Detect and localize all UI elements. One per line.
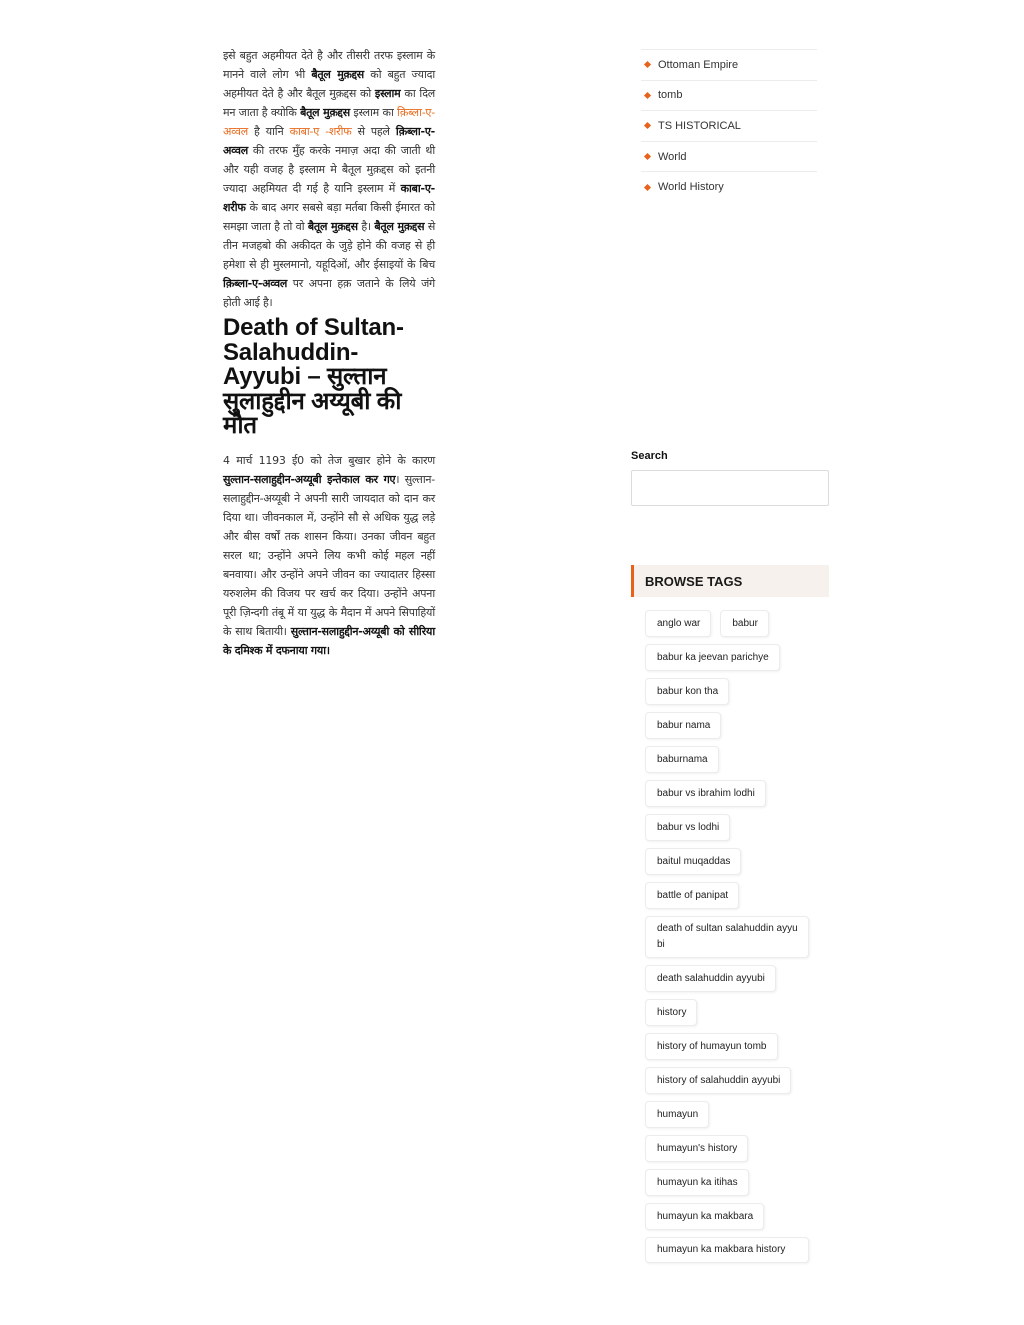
tag-link[interactable]: history of salahuddin ayyubi [645, 1067, 791, 1094]
tag-link[interactable]: history of humayun tomb [645, 1033, 778, 1060]
search-label: Search [631, 450, 668, 462]
tag-link[interactable]: humayun ka makbara history [645, 1237, 809, 1263]
tag-link[interactable]: death salahuddin ayyubi [645, 965, 776, 992]
tag-link[interactable]: anglo war [645, 610, 711, 637]
category-label: Ottoman Empire [658, 58, 739, 71]
tag-link[interactable]: death of sultan salahuddin ayyubi [645, 916, 809, 958]
paragraph-text: से पहले [351, 125, 396, 138]
article-paragraph [223, 451, 435, 660]
paragraph-text: की तरफ मुँह करके नमाज़ अदा की जाती थी और यही वजह है इस्लाम मे बैतूल मुक़द्दस को इतनी ज्यादा अहमियत दी गई है यानि इस्लाम में [223, 144, 435, 195]
tag-link[interactable]: humayun's history [645, 1135, 748, 1162]
section-heading: Death of Sultan-Salahuddin-Ayyubi – सुल्तान सुलाहुद्दीन अय्यूबी की मौत [223, 314, 404, 439]
bold-text: सुल्तान-सलाहुद्दीन-अय्यूबी इन्तेकाल कर गए [223, 472, 396, 486]
paragraph-text: । सुल्तान-सलाहुद्दीन-अय्यूबी ने अपनी सारी जायदात को दान कर दिया था। जीवनकाल में, उन्होंने सौ से अधिक युद्ध लड़े और बीस वर्षों तक शासन किया। उनका जीवन बहुत सरल था; उन्होंने अपने लिय कभी कोई महल नहीं बनवाया। और उन्होंने अपने जीवन का ज्यादातर हिस्सा यरुशलेम की विजय पर खर्च कर दिया। उन्होंने अपना पूरी ज़िन्दगी तंबू में या युद्ध के मैदान में अपने सिपाहियों के साथ बितायी। [223, 472, 435, 638]
tag-link[interactable]: babur nama [645, 712, 721, 739]
article-content [223, 46, 435, 660]
bold-text: बैतूल मुक़द्दस [374, 220, 425, 233]
bold-text: बैतूल मुक़द्दस [311, 68, 364, 81]
category-list [641, 49, 817, 202]
article-paragraph [223, 46, 435, 312]
paragraph-text: से तीन मजहबो की अकीदत के जुड़े होने की वजह से ही हमेशा से ही मुस्लमानो, यहूदिओं, और ईसाइयों के बिच [223, 220, 436, 271]
tag-link[interactable]: humayun ka itihas [645, 1169, 749, 1196]
category-label: World [658, 150, 687, 163]
tag-link[interactable]: babur vs lodhi [645, 814, 730, 841]
tag-link[interactable]: humayun ka makbara [645, 1203, 764, 1230]
diamond-bullet-icon [644, 122, 651, 129]
qibla-link[interactable]: क़िब्ला-ए-अव्वल [223, 106, 435, 138]
bold-text: सुल्तान-सलाहुद्दीन-अय्यूबी को सीरिया के दमिश्क में दफनाया गया। [223, 624, 435, 657]
tag-link[interactable]: history [645, 999, 697, 1026]
tag-link[interactable]: baitul muqaddas [645, 848, 741, 875]
tag-link[interactable]: babur ka jeevan parichye [645, 644, 780, 671]
category-item-ottoman-empire[interactable] [641, 49, 817, 80]
bold-text: बैतूल मुक़द्दस [307, 220, 358, 233]
paragraph-text: इस्लाम का [349, 106, 398, 119]
bold-text: क़िब्ला-ए-अव्वल [223, 277, 288, 290]
paragraph-text: है। [357, 220, 375, 233]
paragraph-text: को बहुत ज्यादा अहमीयत देते है और बैतूल मुक़द्दस को [223, 68, 436, 100]
bold-text: काबा-ए-शरीफ [223, 182, 435, 214]
category-item-ts-historical[interactable] [641, 110, 817, 141]
diamond-bullet-icon [644, 92, 651, 99]
tag-link[interactable]: battle of panipat [645, 882, 739, 909]
bold-text: क़िब्ला-ए-अव्वल [223, 125, 435, 157]
tag-link[interactable]: baburnama [645, 746, 719, 773]
bold-text: इस्लाम [374, 87, 401, 100]
diamond-bullet-icon [644, 61, 651, 68]
category-label: TS HISTORICAL [658, 119, 741, 132]
paragraph-text: है यानि [247, 125, 290, 138]
paragraph-text: इसे बहुत अहमीयत देते है और तीसरी तरफ इस्लाम के मानने वाले लोग भी [223, 49, 435, 81]
category-item-world[interactable] [641, 141, 817, 172]
diamond-bullet-icon [644, 153, 651, 160]
category-item-tomb[interactable] [641, 80, 817, 111]
category-item-world-history[interactable] [641, 171, 817, 202]
tag-link[interactable]: humayun [645, 1101, 709, 1128]
browse-tags-title: BROWSE TAGS [631, 565, 829, 597]
paragraph-text: का दिल मन जाता है क्योकि [223, 87, 435, 119]
kaaba-link[interactable]: काबा-ए -शरीफ [289, 125, 352, 138]
tag-link[interactable]: babur vs ibrahim lodhi [645, 780, 766, 807]
paragraph-text: 4 मार्च 1193 ई0 को तेज बुखार होने के कारण [223, 453, 435, 467]
category-label: tomb [658, 89, 683, 102]
category-label: World History [658, 181, 724, 194]
diamond-bullet-icon [644, 184, 651, 191]
bold-text: बैतूल मुक़द्दस [300, 106, 350, 119]
search-input[interactable] [631, 470, 829, 506]
tag-link[interactable]: babur [720, 610, 769, 637]
paragraph-text: के बाद अगर सबसे बड़ा मर्तबा किसी ईमारत को समझा जाता है तो वो [223, 201, 435, 233]
tag-link[interactable]: babur kon tha [645, 678, 729, 705]
tag-cloud [645, 610, 825, 1270]
paragraph-text: पर अपना हक़ जताने के लिये जंगे होती आई है। [223, 277, 435, 309]
